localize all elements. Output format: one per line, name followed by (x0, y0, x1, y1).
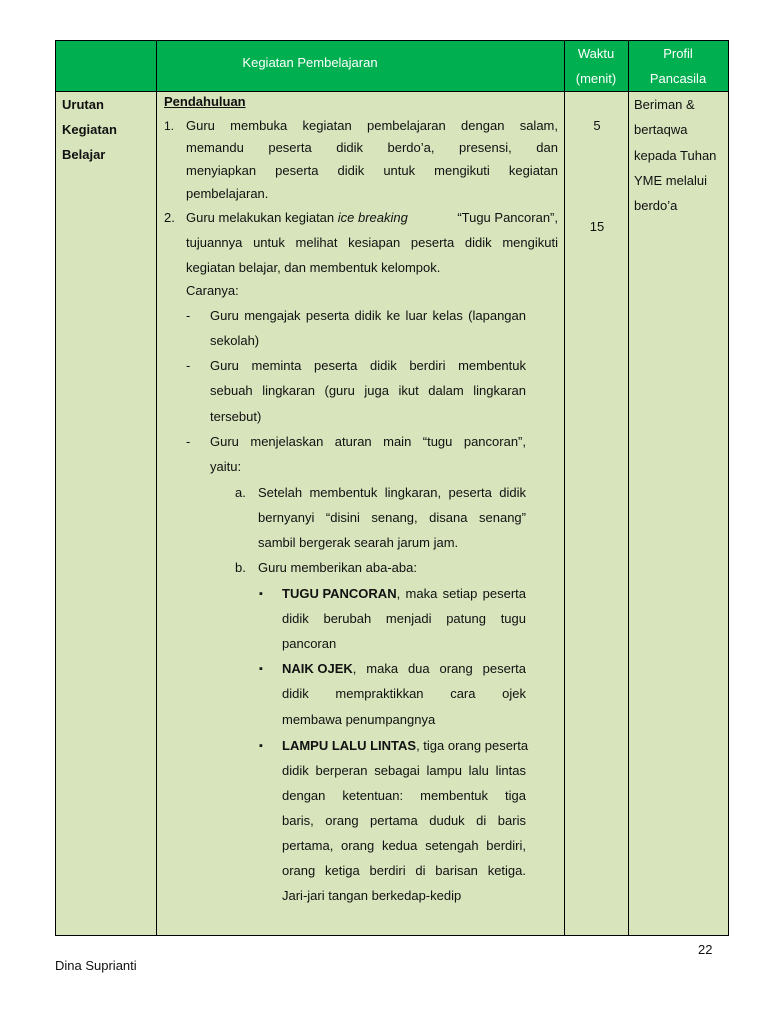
list-number: 2. (164, 210, 175, 225)
row-label-line: Urutan (62, 97, 104, 112)
bullet1-bold: TUGU PANCORAN (282, 586, 397, 601)
bullet1-line (282, 584, 526, 604)
bullet2-bold: NAIK OJEK (282, 661, 353, 676)
lesson-table (55, 40, 729, 936)
profile-column (634, 92, 726, 218)
dash2-line: sebuah lingkaran (guru juga ikut dalam lingkaran (210, 383, 526, 398)
dash2-line: Guru meminta peserta didik berdiri membentuk (210, 358, 526, 373)
sub-b-line: Guru memberikan aba-aba: (258, 560, 417, 575)
bullet-square-icon: ▪ (259, 740, 263, 752)
time-column (566, 92, 628, 292)
sub-a-line: sambil bergerak searah jarum jam. (258, 535, 459, 550)
item2-line: kegiatan belajar, dan membentuk kelompok. (186, 260, 441, 275)
bullet3-line: didik berperan sebagai lampu lalu lintas (282, 763, 526, 778)
item1-line: Guru membuka kegiatan pembelajaran dengan salam, (186, 118, 558, 133)
row-label (62, 92, 152, 167)
item1-line: menyiapkan peserta didik untuk mengikuti kegiatan (186, 163, 558, 178)
header-profile-line2: Pancasila (649, 71, 707, 86)
sub-a-line: bernyanyi “disini senang, disana senang” (258, 510, 526, 525)
bullet3-line: baris, orang pertama duduk di baris (282, 813, 526, 828)
column-divider (156, 41, 157, 935)
item2-line (186, 208, 558, 228)
bullet2-text: , maka dua orang peserta (352, 661, 526, 676)
bullet3-line: dengan ketentuan: membentuk tiga (282, 788, 526, 803)
list-number: 1. (164, 119, 175, 133)
dash: - (186, 308, 191, 323)
bullet3-line: pertama, orang kedua setengah berdiri, (282, 838, 526, 853)
header-time-line2: (menit) (575, 71, 617, 86)
page-number: 22 (698, 942, 713, 957)
bullet3-line: Jari-jari tangan berkedap-kedip (282, 888, 462, 903)
bullet3-text: , tiga orang peserta (416, 738, 529, 753)
sub-a-line: Setelah membentuk lingkaran, peserta didik (258, 485, 526, 500)
profile-line: bertaqwa (634, 122, 688, 138)
bullet1-text: , maka setiap peserta (396, 586, 526, 601)
profile-line: YME melalui (634, 172, 707, 188)
activity-content (164, 92, 558, 932)
sub-label: a. (235, 485, 246, 500)
profile-line: berdo’a (634, 198, 678, 214)
time-value: 5 (593, 118, 601, 133)
row-label-line: Kegiatan (62, 122, 117, 137)
dash1-line: Guru mengajak peserta didik ke luar kelas (lapangan (210, 308, 526, 323)
caranya-label: Caranya: (186, 283, 239, 298)
dash: - (186, 358, 191, 373)
row-label-line: Belajar (62, 147, 106, 162)
item2-italic: ice breaking (337, 210, 408, 225)
dash3-line: Guru menjelaskan aturan main “tugu pancoran”, (210, 434, 526, 449)
column-divider (564, 41, 565, 935)
item2-text: Guru melakukan kegiatan (186, 210, 338, 225)
item2-text: “Tugu Pancoran”, (457, 210, 558, 225)
bullet3-bold: LAMPU LALU LINTAS (282, 738, 417, 753)
time-value: 15 (589, 219, 605, 234)
bullet3-line (282, 736, 529, 756)
profile-line: kepada Tuhan (634, 147, 717, 163)
item1-line: pembelajaran. (186, 186, 269, 201)
bullet2-line (282, 659, 526, 679)
bullet1-line: pancoran (282, 636, 337, 651)
header-time-line1: Waktu (577, 46, 615, 61)
section-title: Pendahuluan (164, 94, 246, 109)
bullet-square-icon: ▪ (259, 663, 263, 675)
dash1-line: sekolah) (210, 333, 260, 348)
bullet-square-icon: ▪ (259, 588, 263, 600)
sub-label: b. (235, 560, 246, 575)
author-name: Dina Suprianti (55, 958, 137, 973)
profile-line: Beriman & (634, 97, 695, 112)
bullet3-line: orang ketiga berdiri di barisan ketiga. (282, 863, 526, 878)
bullet1-line: didik berubah menjadi patung tugu (282, 611, 526, 626)
bullet2-line: membawa penumpangnya (282, 712, 436, 727)
dash: - (186, 434, 191, 449)
header-profile-line1: Profil (663, 46, 693, 61)
header-time (564, 41, 628, 92)
item1-line: memandu peserta didik berdo’a, presensi, dan (186, 140, 558, 155)
dash3-line: yaitu: (210, 459, 242, 474)
column-divider (628, 41, 629, 935)
dash2-line: tersebut) (210, 409, 262, 424)
header-activity: Kegiatan Pembelajaran (242, 55, 378, 70)
item2-line: tujuannya untuk melihat kesiapan peserta didik mengikuti (186, 235, 558, 250)
bullet2-line: didik mempraktikkan cara ojek (282, 686, 526, 701)
header-profile (628, 41, 728, 92)
